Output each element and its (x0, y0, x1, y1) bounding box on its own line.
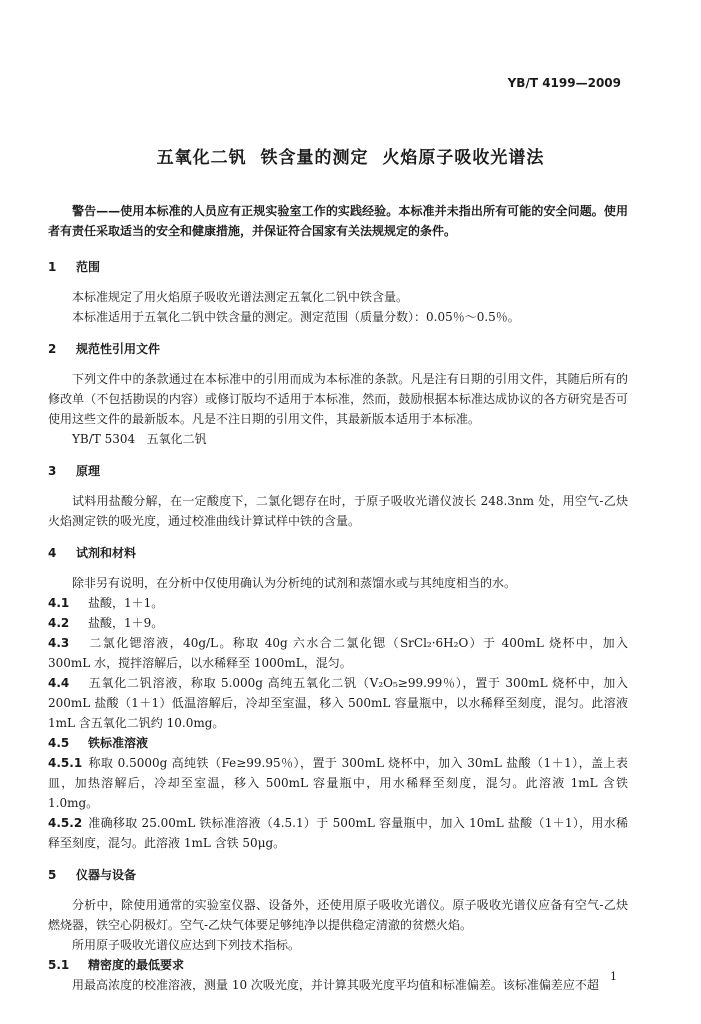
standard-code: YB/T 4199—2009 (507, 76, 621, 90)
clause-text: 盐酸，1＋9。 (88, 616, 164, 630)
warning-paragraph: 警告——使用本标准的人员应有正规实验室工作的实践经验。本标准并未指出所有可能的安全问题。使用者有责任采取适当的安全和健康措施，并保证符合国家有关法规规定的条件。 (48, 204, 628, 238)
paragraph: 除非另有说明，在分析中仅使用确认为分析纯的试剂和蒸馏水或与其纯度相当的水。 (72, 576, 517, 590)
section-number: 3 (48, 464, 57, 478)
clause-text: 盐酸，1＋1。 (88, 596, 164, 610)
clause-item (48, 673, 628, 733)
clause-number: 4.5 (48, 736, 70, 750)
document-body (48, 201, 628, 995)
document-title: 五氧化二钒 铁含量的测定 火焰原子吸收光谱法 (156, 148, 545, 168)
section-heading (48, 257, 628, 277)
clause-number: 4.1 (48, 596, 70, 610)
section-heading (48, 339, 628, 359)
clause-number: 4.3 (48, 636, 70, 650)
section-title: 试剂和材料 (76, 546, 137, 560)
clause-text: 二氯化锶溶液，40g/L。称取 40g 六水合二氯化锶（SrCl₂·6H₂O）于 400mL 烧杯中，加入 300mL 水，搅拌溶解后，以水稀释至 1000mL，混匀。 (48, 636, 628, 670)
clause-title: 精密度的最低要求 (88, 958, 185, 972)
clause-number: 4.4 (48, 676, 70, 690)
paragraph: 本标准适用于五氧化二钒中铁含量的测定。测定范围（质量分数）：0.05％～0.5％。 (72, 310, 520, 324)
clause-text: 准确移取 25.00mL 铁标准溶液（4.5.1）于 500mL 容量瓶中，加入 10mL 盐酸（1＋1），用水稀释至刻度，混匀。此溶液 1mL 含铁 50μg。 (48, 816, 628, 850)
page-number: 1 (610, 970, 617, 983)
section-number: 5 (48, 868, 57, 882)
section-heading (48, 865, 628, 885)
section-number: 1 (48, 260, 57, 274)
subclause-heading (48, 733, 628, 753)
section-title: 范围 (76, 260, 101, 274)
section-title: 仪器与设备 (76, 868, 137, 882)
clause-title: 铁标准溶液 (88, 736, 149, 750)
normative-reference: YB/T 5304 五氧化二钒 (72, 432, 207, 446)
paragraph: 分析中，除使用通常的实验室仪器、设备外，还使用原子吸收光谱仪。原子吸收光谱仪应备有空气-乙炔燃烧器，铁空心阴极灯。空气-乙炔气体要足够纯净以提供稳定清澈的贫燃火焰。 (48, 898, 628, 932)
clause-text: 五氧化二钒溶液，称取 5.000g 高纯五氧化二钒（V₂O₅≥99.99％），置于 300mL 烧杯中，加入 200mL 盐酸（1＋1）低温溶解后，冷却至室温，移入 500mL 容量瓶中，以水稀释至刻度，混匀。此溶液 1mL 含五氧化二钒约 10.0mg。 (48, 676, 628, 730)
clause-item (48, 613, 628, 633)
section-title: 原理 (76, 464, 101, 478)
paragraph: 本标准规定了用火焰原子吸收光谱法测定五氧化二钒中铁含量。 (72, 290, 409, 304)
clause-number: 4.2 (48, 616, 70, 630)
paragraph: 用最高浓度的校准溶液，测量 10 次吸光度，并计算其吸光度平均值和标准偏差。该标准偏差应不超 (72, 978, 599, 992)
clause-text: 称取 0.5000g 高纯铁（Fe≥99.95％），置于 300mL 烧杯中，加入 30mL 盐酸（1＋1），盖上表皿，加热溶解后，冷却至室温，移入 500mL 容量瓶中，用水稀释至刻度，混匀。此溶液 1mL 含铁 1.0mg。 (48, 756, 628, 810)
section-number: 4 (48, 546, 57, 560)
clause-number: 4.5.2 (48, 816, 83, 830)
section-number: 2 (48, 342, 57, 356)
paragraph: 所用原子吸收光谱仪应达到下列技术指标。 (72, 938, 301, 952)
clause-item (48, 633, 628, 673)
paragraph: 试料用盐酸分解，在一定酸度下，二氯化锶存在时，于原子吸收光谱仪波长 248.3nm 处，用空气-乙炔火焰测定铁的吸光度，通过校准曲线计算试样中铁的含量。 (48, 494, 628, 528)
clause-number: 4.5.1 (48, 756, 83, 770)
subclause-heading (48, 955, 628, 975)
section-heading (48, 461, 628, 481)
section-heading (48, 543, 628, 563)
clause-item (48, 593, 628, 613)
paragraph: 下列文件中的条款通过在本标准中的引用而成为本标准的条款。凡是注有日期的引用文件，其随后所有的修改单（不包括勘误的内容）或修订版均不适用于本标准，然而，鼓励根据本标准达成协议的各方研究是否可使用这些文件的最新版本。凡是不注日期的引用文件，其最新版本适用于本标准。 (48, 372, 628, 426)
clause-item (48, 753, 628, 813)
section-title: 规范性引用文件 (76, 342, 161, 356)
clause-item (48, 813, 628, 853)
clause-number: 5.1 (48, 958, 70, 972)
